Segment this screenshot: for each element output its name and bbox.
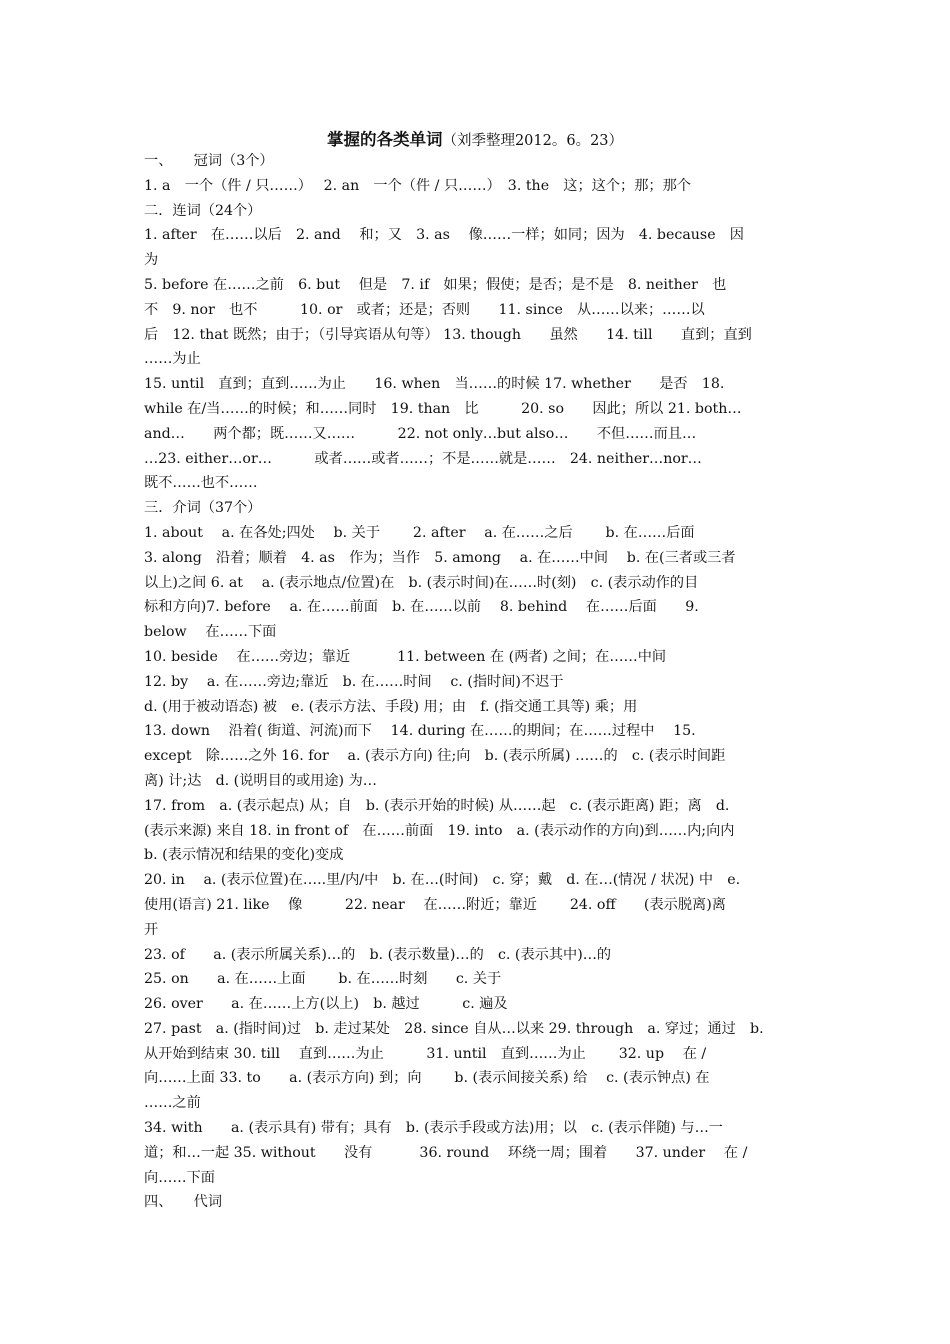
text-line: 一、 冠词（3个） xyxy=(144,153,274,169)
text-line: 标和方向)7. before a. 在……前面 b. 在……以前 8. behind 在……后面 9. xyxy=(144,599,699,616)
text-line: 离) 计;达 d. (说明目的或用途) 为… xyxy=(144,772,377,789)
text-line: 26. over a. 在……上方(以上) b. 越过 c. 遍及 xyxy=(144,996,508,1013)
document-body xyxy=(144,149,806,1215)
text-line: 不 9. nor 也不 10. or 或者；还是；否则 11. since 从……以来；……以 xyxy=(144,301,705,318)
text-line: and… 两个都；既……又…… 22. not only…but also… 不但……而且… xyxy=(144,425,697,442)
title-subtitle: （刘季整理2012。6。23） xyxy=(442,133,624,149)
text-line: 1. a 一个（件 / 只……） 2. an 一个（件 / 只……） 3. the 这；这个；那；那个 xyxy=(144,177,691,194)
text-line: (表示来源) 来自 18. in front of 在……前面 19. into a. (表示动作的方向)到……内;向内 xyxy=(144,822,735,839)
text-line: 17. from a. (表示起点) 从；自 b. (表示开始的时候) 从……起 c. (表示距离) 距；离 d. xyxy=(144,797,730,814)
text-line: d. (用于被动语态) 被 e. (表示方法、手段) 用；由 f. (指交通工具等) 乘；用 xyxy=(144,698,638,715)
text-line: 从开始到结束 30. till 直到……为止 31. until 直到……为止 32. up 在 / xyxy=(144,1045,707,1062)
text-line: 三．介词（37个） xyxy=(144,500,262,517)
text-line: 10. beside 在……旁边；靠近 11. between 在 (两者) 之间；在……中间 xyxy=(144,648,667,665)
text-line: 23. of a. (表示所属关系)…的 b. (表示数量)…的 c. (表示其中)…的 xyxy=(144,946,612,963)
text-line: 27. past a. (指时间)过 b. 走过某处 28. since 自从…以来 29. through a. 穿过；通过 b. xyxy=(144,1020,764,1037)
text-line: 开 xyxy=(144,921,159,938)
text-line: 二．连词（24个） xyxy=(144,202,262,219)
text-line: b. (表示情况和结果的变化)变成 xyxy=(144,847,344,864)
text-line: 3. along 沿着；顺着 4. as 作为；当作 5. among a. 在……中间 b. 在(三者或三者 xyxy=(144,549,736,566)
text-line: 20. in a. (表示位置)在…..里/内/中 b. 在…(时间) c. 穿；戴 d. 在…(情况 / 状况) 中 e. xyxy=(144,872,741,889)
text-line: 12. by a. 在……旁边;靠近 b. 在……时间 c. (指时间)不迟于 xyxy=(144,673,564,690)
text-line: 以上)之间 6. at a. (表示地点/位置)在 b. (表示时间)在……时(刻) c. (表示动作的目 xyxy=(144,574,699,591)
text-line: 向……下面 xyxy=(144,1169,215,1186)
text-line: while 在/当……的时候；和……同时 19. than 比 20. so 因此；所以 21. both… xyxy=(144,400,742,417)
text-line: 后 12. that 既然；由于；（引导宾语从句等） 13. though 虽然 14. till 直到；直到 xyxy=(144,326,752,343)
title-main: 掌握的各类单词 xyxy=(326,130,443,149)
text-line: 1. after 在……以后 2. and 和；又 3. as 像……一样；如同；因为 4. because 因 xyxy=(144,227,744,244)
text-line: 1. about a. 在各处;四处 b. 关于 2. after a. 在……之后 b. 在……后面 xyxy=(144,524,695,541)
text-line: …23. either…or… 或者……或者……；不是……就是…… 24. neither…nor… xyxy=(144,450,702,467)
text-line: 13. down 沿着( 街道、河流)而下 14. during 在……的期间；在……过程中 15. xyxy=(144,723,696,740)
text-line: 使用(语言) 21. like 像 22. near 在……附近；靠近 24. off (表示脱离)离 xyxy=(144,896,726,913)
text-line: 道；和…一起 35. without 没有 36. round 环绕一周；围着 37. under 在 / xyxy=(144,1144,748,1161)
text-line: ……为止 xyxy=(144,351,201,368)
text-line: 5. before 在……之前 6. but 但是 7. if 如果；假使；是否；是不是 8. neither 也 xyxy=(144,276,727,293)
text-line: except 除……之外 16. for a. (表示方向) 往;向 b. (表示所属) ……的 c. (表示时间距 xyxy=(144,748,726,765)
text-line: ……之前 xyxy=(144,1095,201,1112)
text-line: 既不……也不…… xyxy=(144,475,258,492)
text-line: 34. with a. (表示具有) 带有；具有 b. (表示手段或方法)用；以 c. (表示伴随) 与…一 xyxy=(144,1120,723,1137)
text-line: 15. until 直到；直到……为止 16. when 当……的时候 17. whether 是否 18. xyxy=(144,376,725,393)
text-line: 为 xyxy=(144,252,159,269)
text-line: 25. on a. 在……上面 b. 在……时刻 c. 关于 xyxy=(144,971,502,988)
document-title xyxy=(144,126,806,150)
text-line: below 在……下面 xyxy=(144,624,277,641)
text-line: 四、 代词 xyxy=(144,1194,223,1211)
text-line: 向……上面 33. to a. (表示方向) 到；向 b. (表示间接关系) 给 c. (表示钟点) 在 xyxy=(144,1070,710,1087)
